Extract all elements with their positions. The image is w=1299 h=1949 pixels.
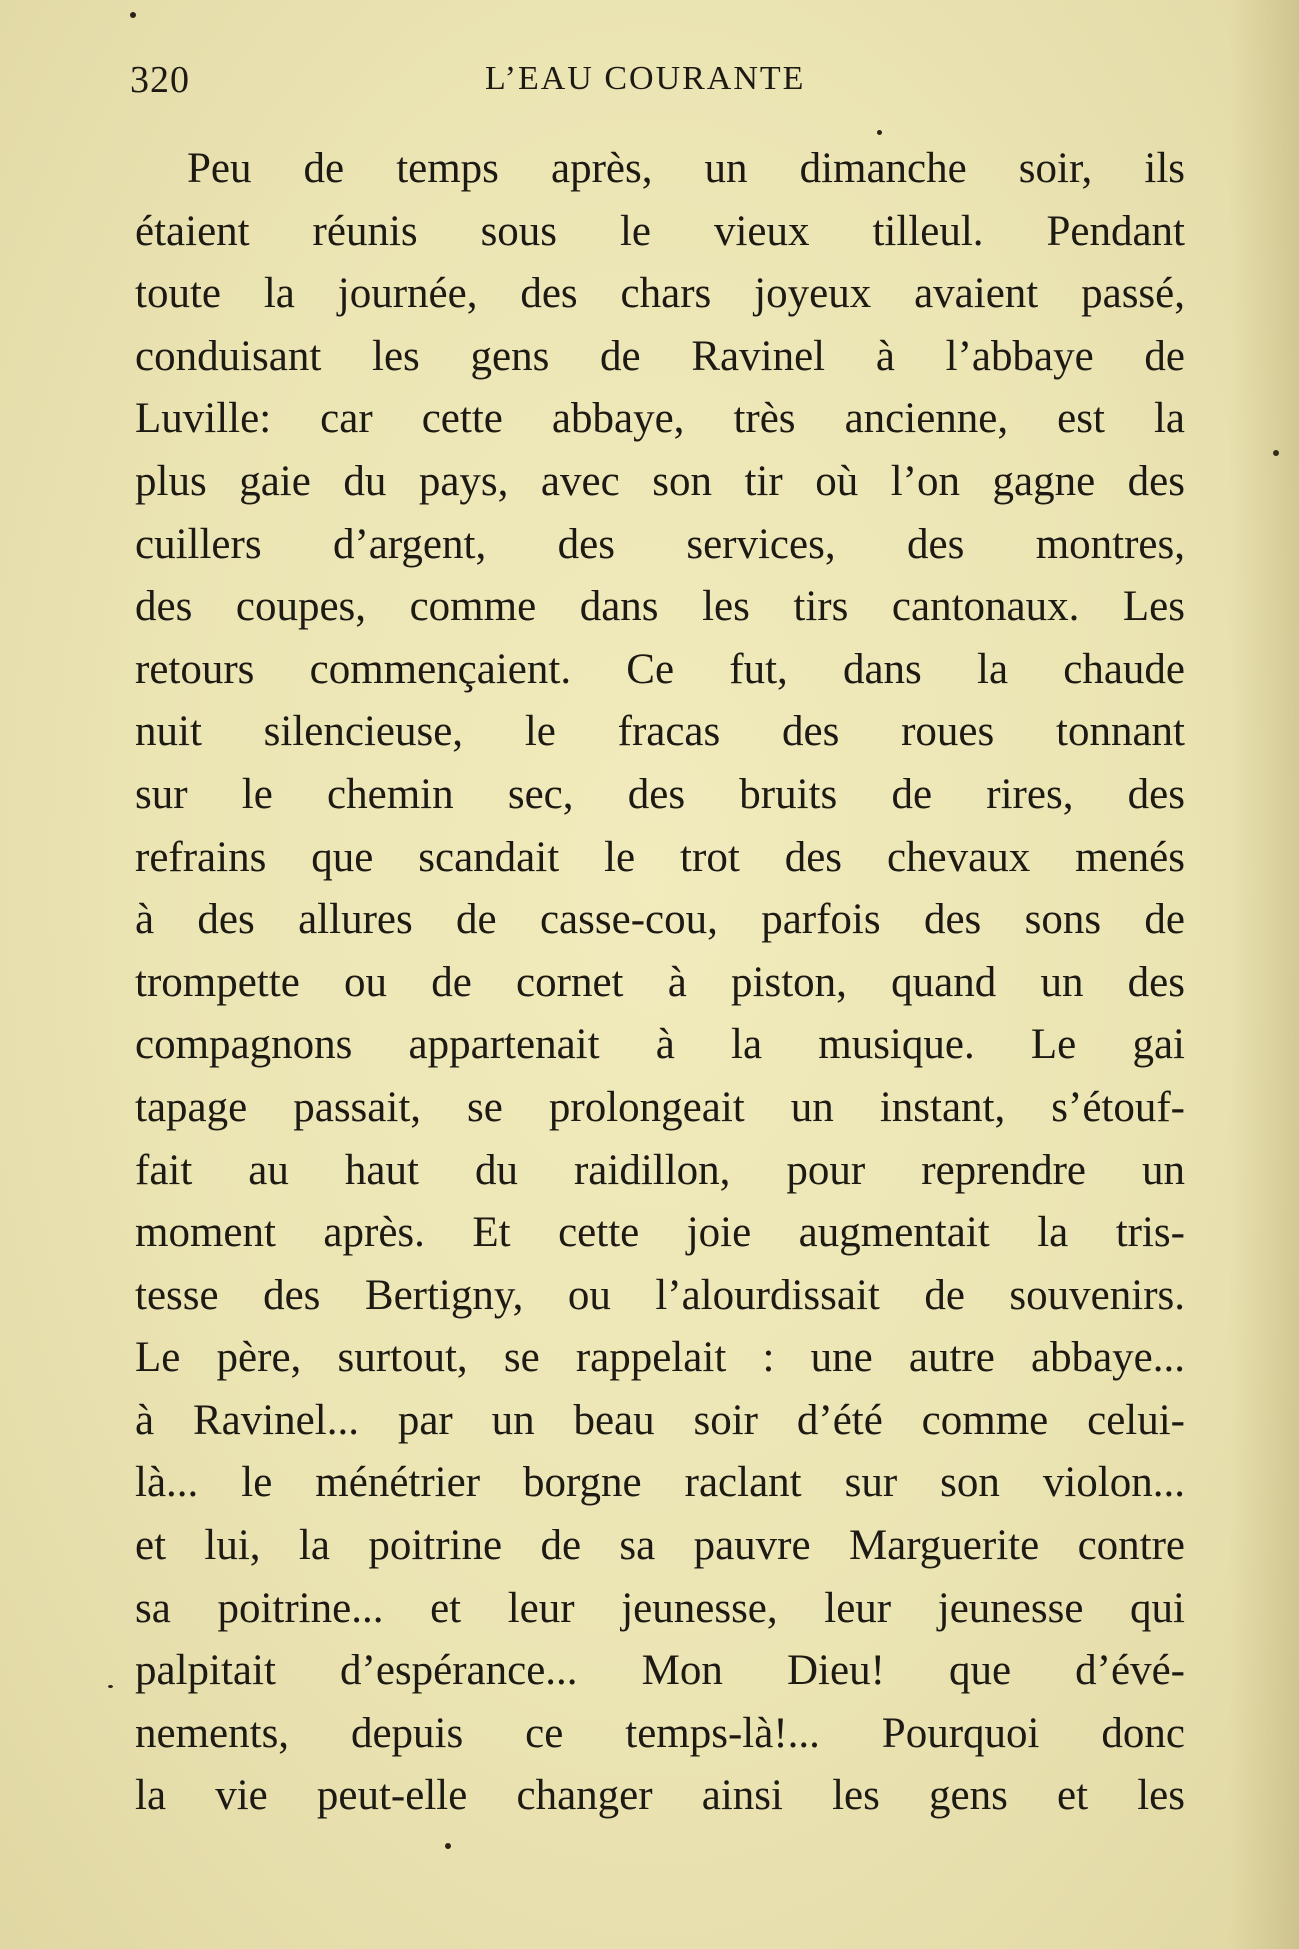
text-line: cuillers d’argent, des services, des montres, [135,520,1185,568]
text-line: là... le ménétrier borgne raclant sur son violon... [135,1459,1185,1507]
text-line: à Ravinel... par un beau soir d’été comme celui- [135,1396,1185,1444]
page-number: 320 [130,59,190,101]
ink-speck [1273,450,1279,456]
text-line: moment après. Et cette joie augmentait la tris- [135,1209,1185,1257]
text-line: à des allures de casse-cou, parfois des sons de [135,896,1185,944]
ink-speck [445,1843,451,1849]
text-line: tapage passait, se prolongeait un instant, s’étouf- [135,1083,1185,1131]
text-line: nuit silencieuse, le fracas des roues tonnant [135,708,1185,756]
text-line: fait au haut du raidillon, pour reprendre un [135,1146,1185,1194]
text-line: plus gaie du pays, avec son tir où l’on gagne des [135,457,1185,505]
text-line: sur le chemin sec, des bruits de rires, des [135,770,1185,818]
text-line: compagnons appartenait à la musique. Le gai [135,1021,1185,1069]
text-line: Le père, surtout, se rappelait : une autre abbaye... [135,1334,1185,1382]
ink-speck [108,1685,113,1688]
text-line: étaient réunis sous le vieux tilleul. Pendant [135,207,1185,255]
text-line: refrains que scandait le trot des chevaux menés [135,833,1185,881]
text-line: tesse des Bertigny, ou l’alourdissait de souvenirs. [135,1271,1185,1319]
text-line: nements, depuis ce temps-là!... Pourquoi donc [135,1709,1185,1757]
text-line: et lui, la poitrine de sa pauvre Marguerite contre [135,1522,1185,1570]
running-head [130,58,1180,108]
text-line: Luville: car cette abbaye, très ancienne, est la [135,395,1185,443]
text-line: conduisant les gens de Ravinel à l’abbaye de [135,332,1185,380]
running-title: L’EAU COURANTE [485,60,806,97]
text-line: palpitait d’espérance... Mon Dieu! que d’évé- [135,1647,1185,1695]
body-text [135,138,1185,1828]
text-line: Peu de temps après, un dimanche soir, ils [187,145,1185,192]
text-line: sa poitrine... et leur jeunesse, leur jeunesse qui [135,1584,1185,1632]
text-line: des coupes, comme dans les tirs cantonaux. Les [135,583,1185,631]
text-line: trompette ou de cornet à piston, quand un des [135,958,1185,1006]
text-line: retours commençaient. Ce fut, dans la chaude [135,645,1185,693]
text-line: toute la journée, des chars joyeux avaient passé, [135,270,1185,318]
text-line: la vie peut-elle changer ainsi les gens et les [135,1772,1185,1820]
ink-speck [877,130,882,135]
ink-speck [130,12,136,18]
